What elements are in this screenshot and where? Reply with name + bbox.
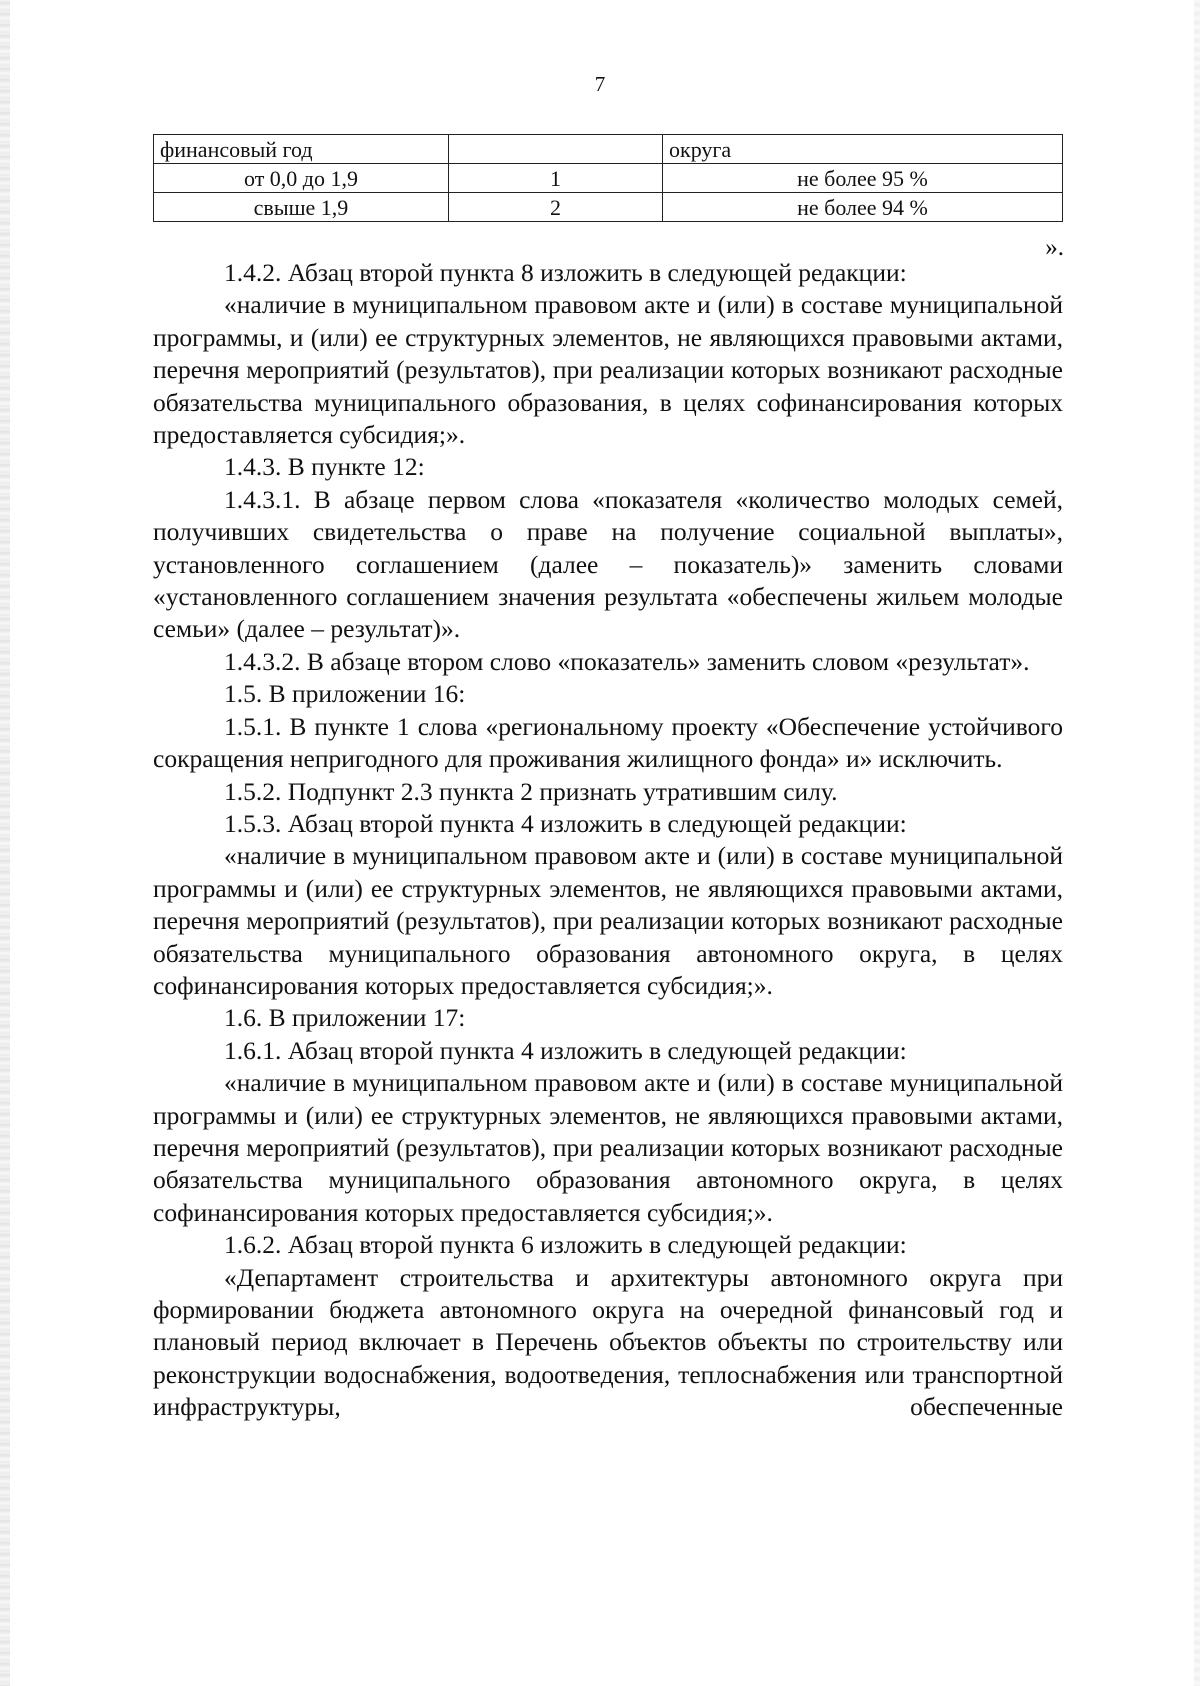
page-number: 7 xyxy=(594,72,606,96)
paragraph: «наличие в муниципальном правовом акте и (или) в составе муниципальной программы и (или) ее структурных элементов, не являющихся правовыми актами, перечня мероприятий (результатов), при реализации которых возникают расходные обязательства муниципального образования автономного округа, в целях софинансирования которых предоставляется субсидия;». xyxy=(153,1068,1063,1227)
paragraph: 1.6.2. Абзац второй пункта 6 изложить в следующей редакции: xyxy=(224,1230,907,1260)
paragraph: 1.5. В приложении 16: xyxy=(224,679,466,709)
paragraph: 1.4.2. Абзац второй пункта 8 изложить в следующей редакции: xyxy=(224,258,907,287)
table-cell: не более 95 % xyxy=(663,164,1063,193)
indicator-table xyxy=(153,134,1063,222)
paragraph: 1.4.3. В пункте 12: xyxy=(224,452,425,482)
paragraph: 1.6.1. Абзац второй пункта 4 изложить в следующей редакции: xyxy=(224,1035,907,1065)
paragraph: 1.4.3.1. В абзаце первом слова «показателя «количество молодых семей, получивших свидетельства о праве на получение социальной выплаты», установленного соглашением (далее – показатель)» заменить словами «установленного соглашением значения результата «обеспечены жильем молодые семьи» (далее – результат)». xyxy=(153,484,1063,644)
paragraph: 1.5.2. Подпункт 2.3 пункта 2 признать утратившим силу. xyxy=(224,776,838,806)
paragraph: «Департамент строительства и архитектуры автономного округа при формировании бюджета автономного округа на очередной финансовый год и плановый период включает в Перечень объектов объекты по строительству или реконструкции водоснабжения, водоотведения, теплоснабжения или транспортной инфраструктуры, обеспеченные xyxy=(153,1262,1063,1422)
paragraph: 1.5.1. В пункте 1 слова «региональному проекту «Обеспечение устойчивого сокращения непригодного для проживания жилищного фонда» и» исключить. xyxy=(153,711,1063,774)
paragraph: «наличие в муниципальном правовом акте и (или) в составе муниципальной программы и (или) ее структурных элементов, не являющихся правовыми актами, перечня мероприятий (результатов), при реализации которых возникают расходные обязательства муниципального образования автономного округа, в целях софинансирования которых предоставляется субсидия;». xyxy=(153,841,1063,1000)
table-cell: 1 xyxy=(449,164,663,193)
paragraph: 1.6. В приложении 17: xyxy=(224,1003,466,1033)
table-cell: свыше 1,9 xyxy=(154,193,449,222)
paragraph: «наличие в муниципальном правовом акте и (или) в составе муниципальной программы, и (или) ее структурных элементов, не являющихся правовыми актами, перечня мероприятий (результатов), при реализации которых возникают расходные обязательства муниципального образования, в целях софинансирования которых предоставляется субсидия;». xyxy=(153,290,1063,450)
table-row xyxy=(154,164,1063,193)
table-closing-mark: ». xyxy=(1045,234,1064,261)
document-body xyxy=(153,257,1063,1424)
scan-left-edge xyxy=(0,0,10,1686)
table-cell: 2 xyxy=(449,193,663,222)
table-row xyxy=(154,135,1063,164)
table-cell: округа xyxy=(663,135,1063,164)
paragraph: 1.5.3. Абзац второй пункта 4 изложить в следующей редакции: xyxy=(224,808,907,838)
table-cell: финансовый год xyxy=(154,135,449,164)
scan-right-edge xyxy=(1194,0,1200,1686)
table-row xyxy=(154,193,1063,222)
table-cell xyxy=(449,135,663,164)
table-cell: от 0,0 до 1,9 xyxy=(154,164,449,193)
table-cell: не более 94 % xyxy=(663,193,1063,222)
paragraph: 1.4.3.2. В абзаце втором слово «показатель» заменить словом «результат». xyxy=(224,646,1030,676)
